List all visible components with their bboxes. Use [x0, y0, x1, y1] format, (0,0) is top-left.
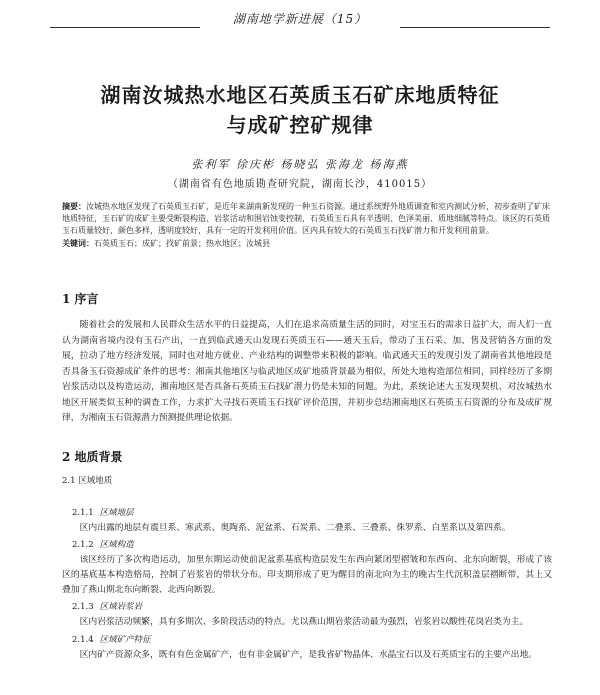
- title-line-1: 湖南汝城热水地区石英质玉石矿床地质特征: [100, 83, 500, 107]
- title-line-2: 与成矿控矿规律: [226, 113, 374, 137]
- subsubsection-2-1-1: 2.1.1 区域地层: [72, 508, 134, 518]
- paragraph-2-1-3: 区内岩浆活动频繁，具有多期次、多阶段活动的特点。尤以燕山期岩浆活动最为强烈，岩浆岩以酸性花岗岩类为主。: [79, 617, 529, 627]
- subsubsection-2-1-3: 2.1.3 区域岩浆岩: [72, 602, 143, 612]
- abstract-paragraph: [62, 200, 552, 237]
- abstract-text: 汝城热水地区发现了石英质玉石矿，是近年来湖南新发现的一种玉石资源。通过系统野外地质调查和室内测试分析，初步查明了矿床地质特征，玉石矿的成矿主要受断裂构造、岩浆活动和围岩蚀变控制，石英质玉石具有半透明、色泽美丽、质地细腻等特点。该区的石英质玉石质量较好，颜色多样，透明度较好，具有一定的开发利用价值。区内具有较大的石英质玉石找矿潜力和开发利用前景。: [62, 202, 550, 235]
- paper-title: [40, 80, 560, 140]
- paragraph-2-1-1: 区内出露的地层有震旦系、寒武系、奥陶系、泥盆系、石炭系、二叠系、三叠系、侏罗系、白垩系以及第四系。: [79, 523, 511, 533]
- keywords-paragraph: [62, 237, 552, 250]
- keywords-label: 关键词：: [62, 238, 94, 248]
- section-1-heading: 1 序言: [62, 292, 99, 306]
- section-1-paragraph: 随着社会的发展和人民群众生活水平的日益提高，人们在追求高质量生活的同时，对宝玉石的需求日益扩大，而人们一直认为湖南省境内没有玉石产出，一直到临武通天山发现石英质玉石——通天玉后，带动了玉石采、加、售及营销各方面的发展，拉动了地方经济发展，同时也对地方就业、产业结构的调整带来积极的影响。临武通天玉的发现引发了湖南省其他地段是否具备玉石资源成矿条件的思考：湘南其他地区与临武地区成矿地质背景最为相似，所处大地构造部位相同，同样经历了多期岩浆活动以及构造运动，湘南地区是否具备石英质玉石找矿潜力仍是未知的问题。为此，系统论述大玉发现契机、对汝城热水地区开展类似玉种的调查工作，力求扩大寻找石英质玉石找矿评价范围，并初步总结湘南地区石英质玉石资源的分布及成矿规律，为湘南玉石资源潜力预测提供理论依据。: [62, 320, 552, 423]
- running-head: 湖南地学新进展（15）: [232, 12, 368, 26]
- header-rule-right: [400, 27, 550, 28]
- abstract-label: 摘要：: [62, 201, 86, 211]
- subsection-2-1: 2.1 区域地质: [62, 476, 113, 486]
- abstract: [62, 200, 552, 250]
- section-2-heading: 2 地质背景: [62, 450, 123, 464]
- affiliation: （湖南省有色地质勘查研究院，湖南长沙，410015）: [167, 179, 433, 190]
- subsubsection-2-1-2: 2.1.2 区域构造: [72, 540, 134, 550]
- keywords-text: 石英质玉石；成矿；找矿前景；热水地区；汝城县: [94, 239, 270, 248]
- header-rule-left: [50, 27, 200, 28]
- paragraph-2-1-2: 该区经历了多次构造运动，加里东期运动使前泥盆系基底构造层发生东西向紧闭型褶皱和东西向、北东向断裂，形成了该区的基底基本构造格局，控制了岩浆岩的带状分布。印支期形成了更为醒目的南北向为主的晚古生代沉积盖层褶断带，其上又叠加了燕山期北东向断裂、北西向断裂。: [62, 555, 552, 595]
- running-header: [40, 8, 560, 30]
- authors: 张利军 徐庆彬 杨晓弘 张海龙 杨海燕: [191, 158, 409, 171]
- subsubsection-2-1-4: 2.1.4 区域矿产特征: [72, 635, 151, 645]
- paragraph-2-1-4: 区内矿产资源众多，既有有色金属矿产，也有非金属矿产，是我省矿物晶体、水晶宝石以及石英质宝石的主要产出地。: [79, 650, 538, 660]
